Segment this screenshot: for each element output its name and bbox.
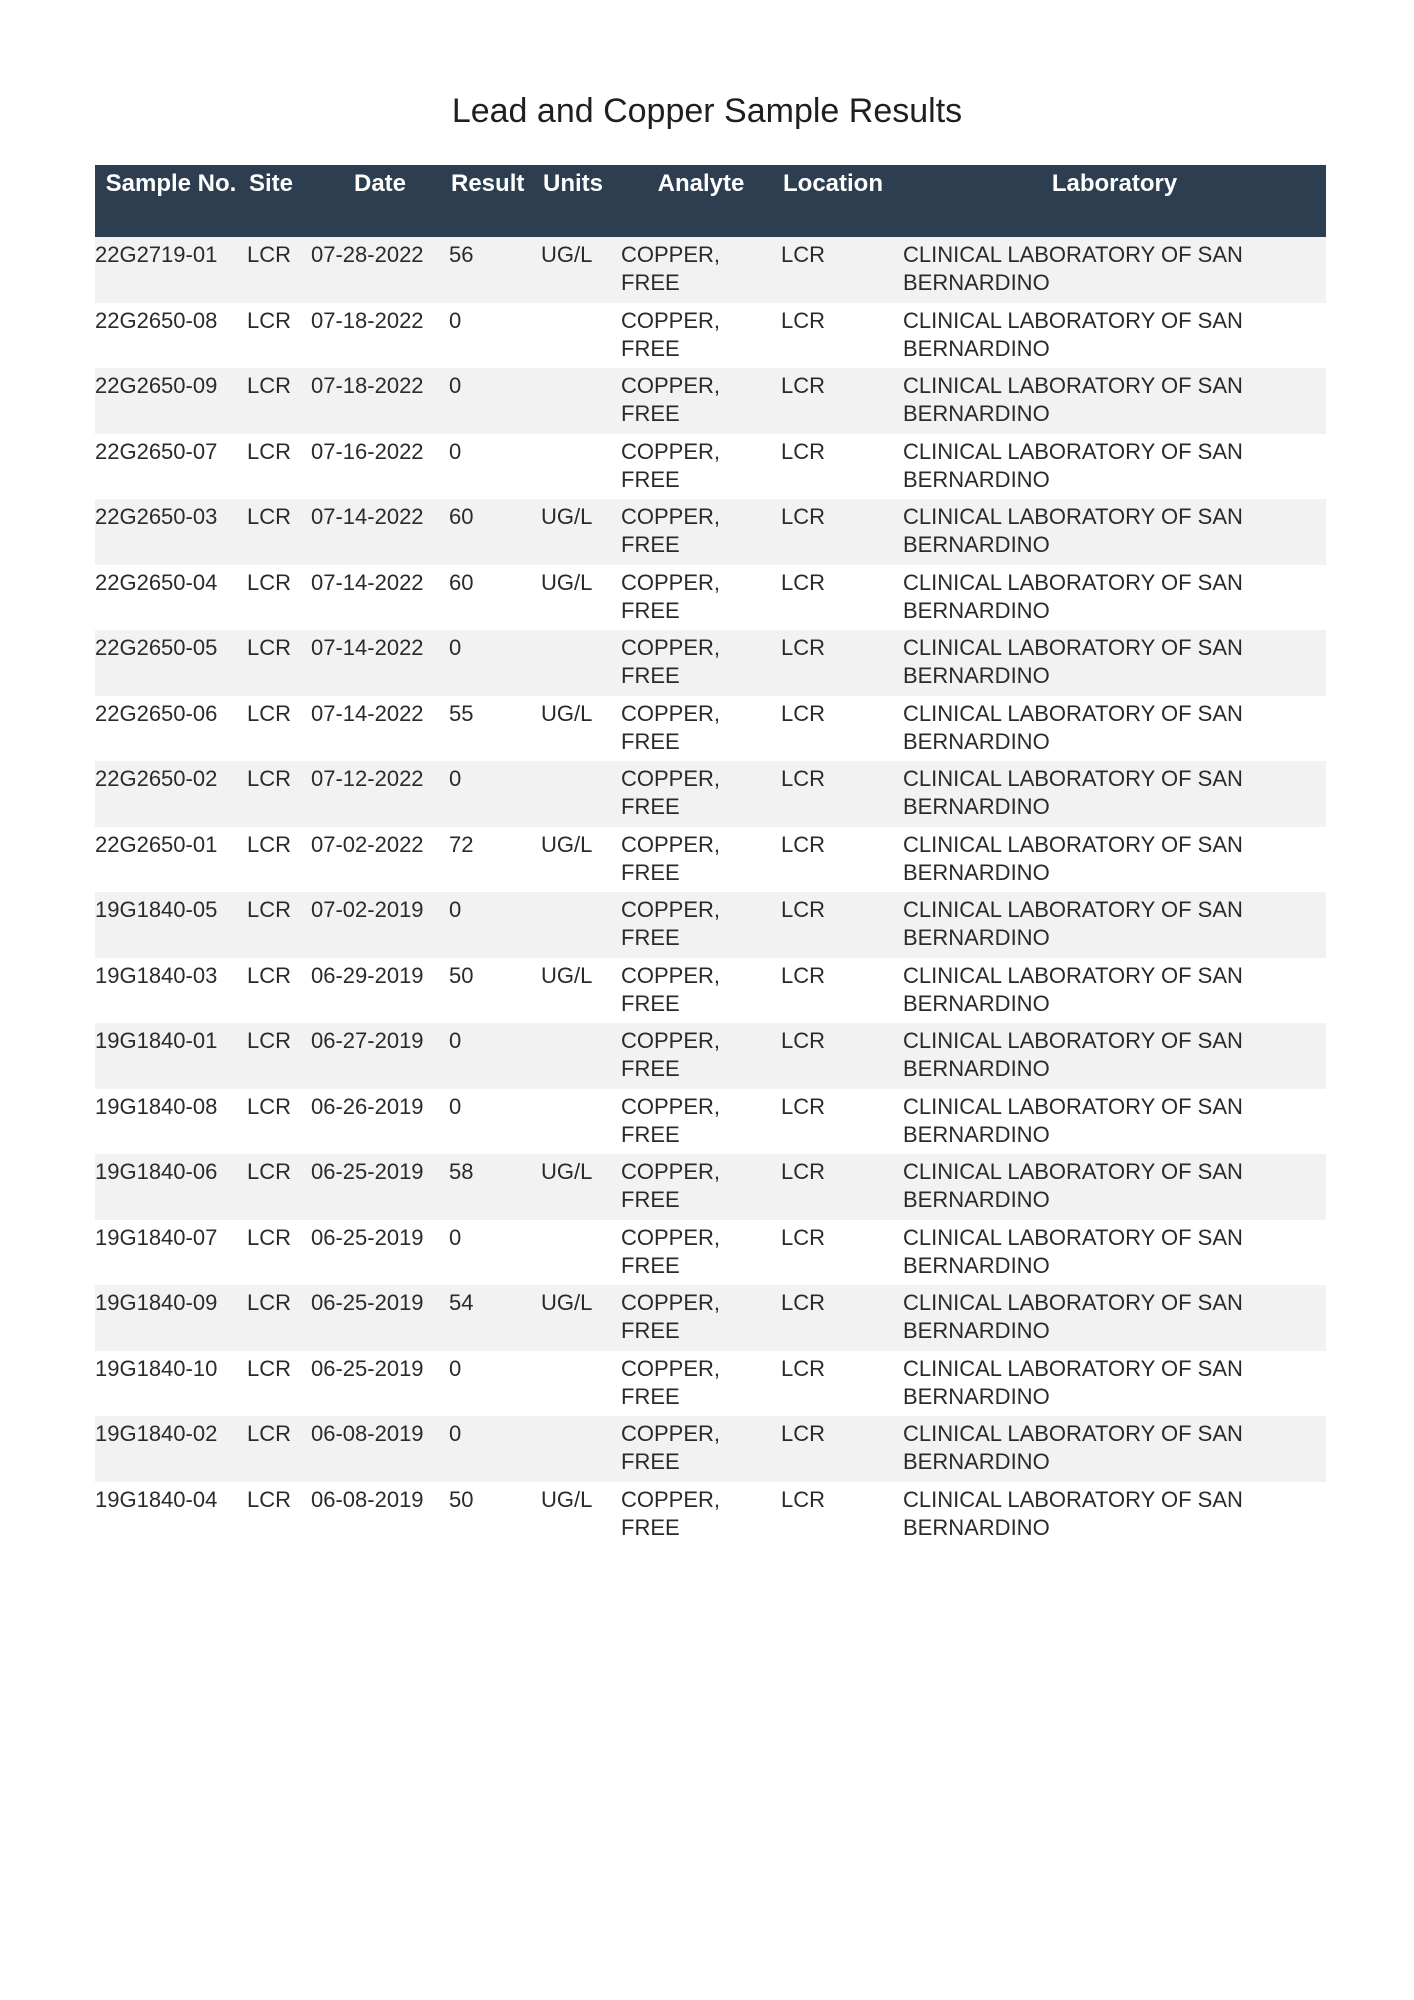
cell-date: 06-08-2019 bbox=[311, 1486, 424, 1512]
cell-date: 06-29-2019 bbox=[311, 962, 424, 988]
table-header bbox=[95, 165, 1326, 237]
cell-date: 07-14-2022 bbox=[311, 635, 424, 660]
header-laboratory: Laboratory bbox=[1051, 170, 1178, 197]
cell-laboratory: CLINICAL LABORATORY OF SAN BERNARDINO bbox=[903, 1224, 1243, 1278]
cell-units: UG/L bbox=[541, 1290, 593, 1315]
cell-site: LCR bbox=[247, 1290, 292, 1315]
cell-site: LCR bbox=[247, 569, 292, 595]
header-analyte: Analyte bbox=[657, 170, 745, 197]
cell-site: LCR bbox=[247, 831, 292, 857]
header-date: Date bbox=[353, 170, 407, 197]
cell-analyte: COPPER, FREE bbox=[621, 1421, 721, 1474]
results-table bbox=[95, 165, 1326, 1547]
cell-laboratory: CLINICAL LABORATORY OF SAN BERNARDINO bbox=[903, 1355, 1243, 1409]
cell-laboratory: CLINICAL LABORATORY OF SAN BERNARDINO bbox=[903, 1421, 1243, 1474]
cell-result: 50 bbox=[449, 1486, 474, 1512]
table-row bbox=[95, 1416, 1326, 1482]
cell-location: LCR bbox=[781, 569, 826, 595]
cell-result: 0 bbox=[449, 766, 462, 791]
cell-analyte: COPPER, FREE bbox=[621, 242, 721, 295]
cell-sample-no: 22G2650-06 bbox=[95, 700, 218, 726]
cell-site: LCR bbox=[247, 700, 292, 726]
cell-site: LCR bbox=[247, 766, 292, 791]
cell-sample-no: 19G1840-05 bbox=[95, 897, 218, 922]
cell-units bbox=[541, 630, 621, 696]
cell-result: 72 bbox=[449, 831, 474, 857]
cell-laboratory: CLINICAL LABORATORY OF SAN BERNARDINO bbox=[903, 1093, 1243, 1147]
cell-analyte: COPPER, FREE bbox=[621, 373, 721, 426]
table-row bbox=[95, 368, 1326, 434]
cell-units: UG/L bbox=[541, 1486, 593, 1512]
table-body bbox=[95, 237, 1326, 1547]
cell-location: LCR bbox=[781, 373, 826, 398]
table-row bbox=[95, 630, 1326, 696]
cell-date: 07-14-2022 bbox=[311, 569, 424, 595]
cell-date: 07-14-2022 bbox=[311, 700, 424, 726]
cell-result: 0 bbox=[449, 635, 462, 660]
cell-site: LCR bbox=[247, 635, 292, 660]
cell-laboratory: CLINICAL LABORATORY OF SAN BERNARDINO bbox=[903, 1159, 1243, 1212]
cell-sample-no: 19G1840-07 bbox=[95, 1224, 218, 1250]
cell-analyte: COPPER, FREE bbox=[621, 1159, 721, 1212]
cell-analyte: COPPER, FREE bbox=[621, 766, 721, 819]
cell-site: LCR bbox=[247, 962, 292, 988]
cell-site: LCR bbox=[247, 373, 292, 398]
cell-units bbox=[541, 1351, 621, 1417]
cell-laboratory: CLINICAL LABORATORY OF SAN BERNARDINO bbox=[903, 569, 1243, 623]
cell-sample-no: 22G2650-09 bbox=[95, 373, 218, 398]
cell-location: LCR bbox=[781, 438, 826, 464]
cell-laboratory: CLINICAL LABORATORY OF SAN BERNARDINO bbox=[903, 1486, 1243, 1540]
cell-sample-no: 22G2650-08 bbox=[95, 307, 218, 333]
cell-laboratory: CLINICAL LABORATORY OF SAN BERNARDINO bbox=[903, 766, 1243, 819]
cell-units: UG/L bbox=[541, 831, 593, 857]
cell-sample-no: 19G1840-08 bbox=[95, 1093, 218, 1119]
table-row bbox=[95, 434, 1326, 500]
cell-analyte: COPPER, FREE bbox=[621, 1486, 721, 1540]
cell-site: LCR bbox=[247, 307, 292, 333]
cell-sample-no: 19G1840-04 bbox=[95, 1486, 218, 1512]
header-units: Units bbox=[543, 170, 603, 197]
cell-date: 06-25-2019 bbox=[311, 1159, 424, 1184]
cell-units: UG/L bbox=[541, 700, 593, 726]
page-title: Lead and Copper Sample Results bbox=[451, 92, 963, 130]
cell-sample-no: 22G2650-01 bbox=[95, 831, 218, 857]
cell-units: UG/L bbox=[541, 504, 593, 529]
cell-date: 06-25-2019 bbox=[311, 1355, 424, 1381]
cell-analyte: COPPER, FREE bbox=[621, 1028, 721, 1081]
cell-units: UG/L bbox=[541, 1159, 593, 1184]
cell-location: LCR bbox=[781, 897, 826, 922]
cell-result: 0 bbox=[449, 1355, 462, 1381]
cell-analyte: COPPER, FREE bbox=[621, 1224, 721, 1278]
cell-date: 07-02-2019 bbox=[311, 897, 424, 922]
cell-date: 07-12-2022 bbox=[311, 766, 424, 791]
cell-units bbox=[541, 1023, 621, 1089]
cell-laboratory: CLINICAL LABORATORY OF SAN BERNARDINO bbox=[903, 962, 1243, 1016]
cell-sample-no: 22G2650-07 bbox=[95, 438, 218, 464]
cell-units bbox=[541, 761, 621, 827]
cell-sample-no: 22G2650-04 bbox=[95, 569, 218, 595]
cell-location: LCR bbox=[781, 831, 826, 857]
header-result: Result bbox=[451, 170, 525, 197]
cell-analyte: COPPER, FREE bbox=[621, 962, 721, 1016]
cell-result: 0 bbox=[449, 1421, 462, 1446]
cell-result: 58 bbox=[449, 1159, 474, 1184]
cell-site: LCR bbox=[247, 438, 292, 464]
cell-sample-no: 22G2650-05 bbox=[95, 635, 218, 660]
cell-site: LCR bbox=[247, 1159, 292, 1184]
cell-location: LCR bbox=[781, 242, 826, 267]
cell-date: 07-16-2022 bbox=[311, 438, 424, 464]
cell-units bbox=[541, 368, 621, 434]
cell-units bbox=[541, 1220, 621, 1286]
cell-sample-no: 22G2650-03 bbox=[95, 504, 218, 529]
cell-result: 54 bbox=[449, 1290, 474, 1315]
cell-date: 06-25-2019 bbox=[311, 1290, 424, 1315]
table-row bbox=[95, 1285, 1326, 1351]
cell-analyte: COPPER, FREE bbox=[621, 897, 721, 950]
cell-result: 0 bbox=[449, 373, 462, 398]
cell-result: 0 bbox=[449, 1028, 462, 1053]
cell-analyte: COPPER, FREE bbox=[621, 504, 721, 557]
cell-result: 56 bbox=[449, 242, 474, 267]
cell-date: 07-02-2022 bbox=[311, 831, 424, 857]
cell-units: UG/L bbox=[541, 569, 593, 595]
cell-units: UG/L bbox=[541, 962, 593, 988]
cell-location: LCR bbox=[781, 635, 826, 660]
cell-analyte: COPPER, FREE bbox=[621, 831, 721, 885]
cell-analyte: COPPER, FREE bbox=[621, 635, 721, 688]
cell-result: 55 bbox=[449, 700, 474, 726]
cell-laboratory: CLINICAL LABORATORY OF SAN BERNARDINO bbox=[903, 373, 1243, 426]
cell-site: LCR bbox=[247, 1028, 292, 1053]
cell-site: LCR bbox=[247, 242, 292, 267]
cell-location: LCR bbox=[781, 1159, 826, 1184]
cell-laboratory: CLINICAL LABORATORY OF SAN BERNARDINO bbox=[903, 438, 1243, 492]
cell-analyte: COPPER, FREE bbox=[621, 1355, 721, 1409]
header-site: Site bbox=[249, 170, 294, 197]
cell-analyte: COPPER, FREE bbox=[621, 307, 721, 361]
cell-sample-no: 22G2650-02 bbox=[95, 766, 218, 791]
cell-location: LCR bbox=[781, 1421, 826, 1446]
cell-location: LCR bbox=[781, 700, 826, 726]
cell-units bbox=[541, 1089, 621, 1155]
cell-laboratory: CLINICAL LABORATORY OF SAN BERNARDINO bbox=[903, 897, 1243, 950]
cell-laboratory: CLINICAL LABORATORY OF SAN BERNARDINO bbox=[903, 307, 1243, 361]
cell-analyte: COPPER, FREE bbox=[621, 700, 721, 754]
cell-site: LCR bbox=[247, 897, 292, 922]
table-row bbox=[95, 499, 1326, 565]
cell-sample-no: 19G1840-06 bbox=[95, 1159, 218, 1184]
cell-location: LCR bbox=[781, 1028, 826, 1053]
cell-site: LCR bbox=[247, 1421, 292, 1446]
table-row bbox=[95, 892, 1326, 958]
cell-laboratory: CLINICAL LABORATORY OF SAN BERNARDINO bbox=[903, 1028, 1243, 1081]
cell-site: LCR bbox=[247, 1355, 292, 1381]
cell-laboratory: CLINICAL LABORATORY OF SAN BERNARDINO bbox=[903, 504, 1243, 557]
cell-date: 06-26-2019 bbox=[311, 1093, 424, 1119]
cell-location: LCR bbox=[781, 307, 826, 333]
cell-sample-no: 19G1840-03 bbox=[95, 962, 218, 988]
cell-location: LCR bbox=[781, 1290, 826, 1315]
cell-date: 07-28-2022 bbox=[311, 242, 424, 267]
cell-sample-no: 19G1840-10 bbox=[95, 1355, 218, 1381]
cell-laboratory: CLINICAL LABORATORY OF SAN BERNARDINO bbox=[903, 831, 1243, 885]
table-row bbox=[95, 1154, 1326, 1220]
cell-date: 06-08-2019 bbox=[311, 1421, 424, 1446]
cell-units bbox=[541, 303, 621, 369]
cell-date: 06-27-2019 bbox=[311, 1028, 424, 1053]
cell-analyte: COPPER, FREE bbox=[621, 438, 721, 492]
cell-result: 0 bbox=[449, 438, 462, 464]
cell-site: LCR bbox=[247, 1224, 292, 1250]
header-location: Location bbox=[783, 170, 883, 197]
cell-units bbox=[541, 434, 621, 500]
cell-location: LCR bbox=[781, 1486, 826, 1512]
cell-date: 07-18-2022 bbox=[311, 307, 424, 333]
cell-location: LCR bbox=[781, 1224, 826, 1250]
cell-location: LCR bbox=[781, 1093, 826, 1119]
cell-result: 60 bbox=[449, 504, 474, 529]
cell-date: 06-25-2019 bbox=[311, 1224, 424, 1250]
table-row bbox=[95, 565, 1326, 631]
cell-site: LCR bbox=[247, 504, 292, 529]
table-row bbox=[95, 1482, 1326, 1548]
table-row bbox=[95, 696, 1326, 762]
cell-result: 50 bbox=[449, 962, 474, 988]
cell-location: LCR bbox=[781, 1355, 826, 1381]
cell-analyte: COPPER, FREE bbox=[621, 1093, 721, 1147]
cell-units bbox=[541, 1416, 621, 1482]
cell-laboratory: CLINICAL LABORATORY OF SAN BERNARDINO bbox=[903, 635, 1243, 688]
cell-sample-no: 19G1840-01 bbox=[95, 1028, 218, 1053]
cell-laboratory: CLINICAL LABORATORY OF SAN BERNARDINO bbox=[903, 700, 1243, 754]
table-row bbox=[95, 1089, 1326, 1155]
table-row bbox=[95, 958, 1326, 1024]
cell-laboratory: CLINICAL LABORATORY OF SAN BERNARDINO bbox=[903, 242, 1243, 295]
cell-location: LCR bbox=[781, 962, 826, 988]
cell-analyte: COPPER, FREE bbox=[621, 1290, 721, 1343]
cell-sample-no: 19G1840-02 bbox=[95, 1421, 218, 1446]
cell-result: 0 bbox=[449, 307, 462, 333]
cell-date: 07-18-2022 bbox=[311, 373, 424, 398]
table-row bbox=[95, 827, 1326, 893]
cell-result: 0 bbox=[449, 897, 462, 922]
cell-result: 0 bbox=[449, 1093, 462, 1119]
header-sample-no: Sample No. bbox=[105, 170, 237, 197]
cell-units: UG/L bbox=[541, 242, 593, 267]
cell-units bbox=[541, 892, 621, 958]
table-row bbox=[95, 761, 1326, 827]
cell-sample-no: 19G1840-09 bbox=[95, 1290, 218, 1315]
table-row bbox=[95, 237, 1326, 303]
cell-result: 60 bbox=[449, 569, 474, 595]
table-row bbox=[95, 303, 1326, 369]
cell-result: 0 bbox=[449, 1224, 462, 1250]
cell-sample-no: 22G2719-01 bbox=[95, 242, 218, 267]
table-row bbox=[95, 1023, 1326, 1089]
cell-site: LCR bbox=[247, 1486, 292, 1512]
table-row bbox=[95, 1351, 1326, 1417]
table-row bbox=[95, 1220, 1326, 1286]
cell-site: LCR bbox=[247, 1093, 292, 1119]
cell-location: LCR bbox=[781, 766, 826, 791]
cell-location: LCR bbox=[781, 504, 826, 529]
cell-analyte: COPPER, FREE bbox=[621, 569, 721, 623]
cell-laboratory: CLINICAL LABORATORY OF SAN BERNARDINO bbox=[903, 1290, 1243, 1343]
cell-date: 07-14-2022 bbox=[311, 504, 424, 529]
header-row bbox=[95, 165, 1326, 237]
